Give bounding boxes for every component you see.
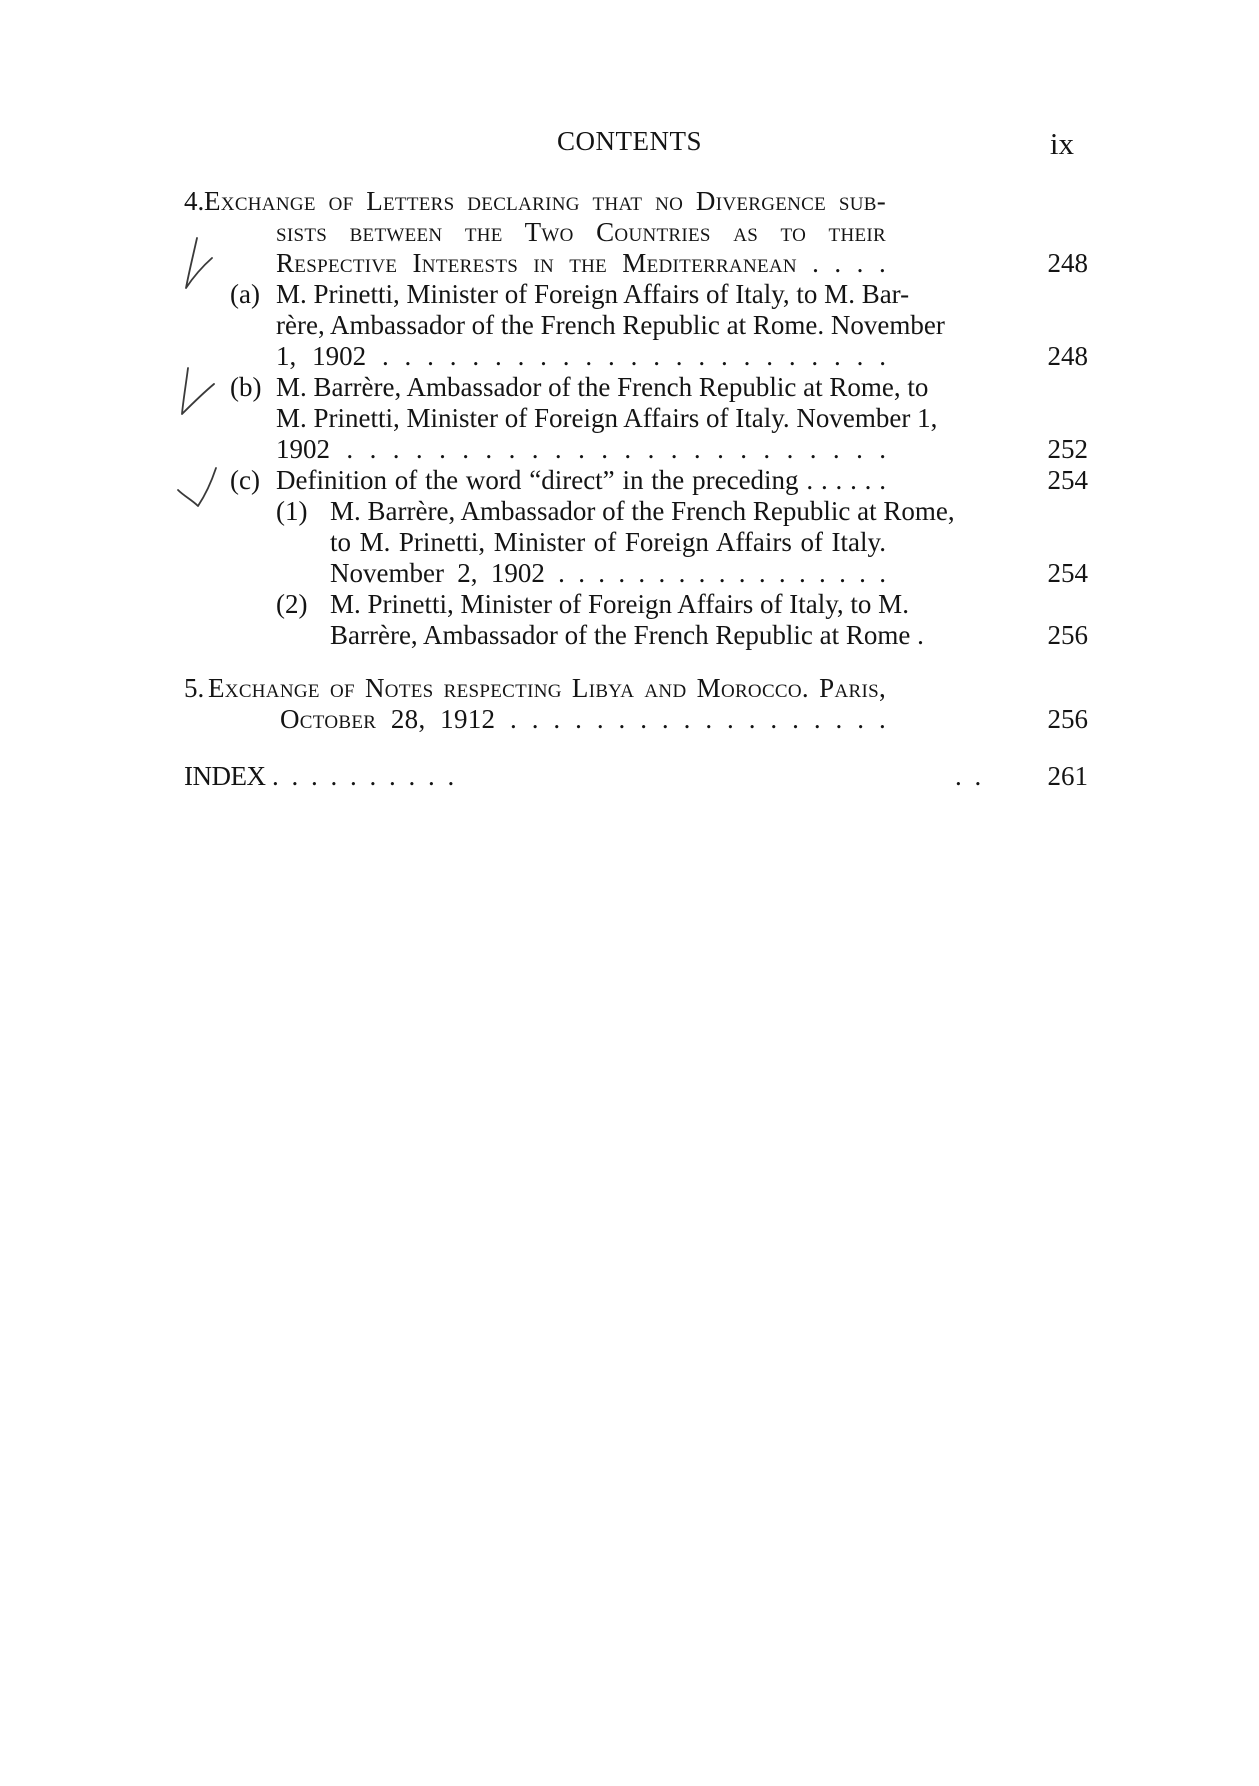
entry-title: Exchange of Notes respecting Libya and Morocco. Paris,	[208, 673, 886, 703]
index-dots-right: . .	[955, 761, 985, 791]
toc-sub-c2-line-1	[190, 589, 1088, 620]
toc-sub-c2-line-2	[190, 620, 1088, 651]
toc-entry-5-line-1	[184, 673, 1088, 704]
running-title: CONTENTS	[557, 126, 702, 156]
toc-entry-4-line-2	[190, 217, 1088, 248]
toc-sub-c1-line-1	[190, 496, 1088, 527]
entry-title-cont: Respective Interests in the Mediterranean . . . .	[276, 248, 886, 278]
sub-sub-marker: (2)	[276, 589, 308, 619]
entry-page: 256	[1047, 620, 1088, 650]
sub-title-cont: rère, Ambassador of the French Republic at Rome. November	[276, 310, 945, 340]
sub-title-cont: 1902 . . . . . . . . . . . . . . . . . . . . . . . .	[276, 434, 886, 464]
entry-title: Exchange of Letters declaring that no Divergence sub-	[204, 186, 886, 216]
toc-sub-a-line-1	[190, 279, 1088, 310]
page-header	[0, 126, 1259, 166]
spacer	[190, 651, 1088, 673]
toc-sub-b-line-2	[190, 403, 1088, 434]
entry-page: 248	[1047, 248, 1088, 278]
toc-sub-c1-line-2	[190, 527, 1088, 558]
sub-sub-title: M. Prinetti, Minister of Foreign Affairs of Italy, to M.	[330, 589, 909, 619]
toc-entry-5-line-2	[190, 704, 1088, 735]
entry-page: 254	[1047, 558, 1088, 588]
sub-sub-title-cont: Barrère, Ambassador of the French Republic at Rome .	[330, 620, 924, 650]
toc-index-line	[184, 761, 1088, 792]
entry-title-cont: October 28, 1912 . . . . . . . . . . . . . . . . . .	[280, 704, 886, 734]
entry-page: 261	[1047, 761, 1088, 791]
sub-title-cont: M. Prinetti, Minister of Foreign Affairs of Italy. November 1,	[276, 403, 938, 433]
page-number: ix	[1049, 126, 1074, 161]
toc-entry-4-line-1	[184, 186, 1088, 217]
entry-title-cont: sists between the Two Countries as to their	[276, 217, 886, 247]
index-dots-left: . . . . . . . . . .	[272, 761, 458, 791]
sub-marker: (b)	[230, 372, 262, 402]
toc-sub-a-line-3	[190, 341, 1088, 372]
entry-page: 254	[1047, 465, 1088, 495]
sub-sub-marker: (1)	[276, 496, 308, 526]
table-of-contents	[184, 186, 1088, 792]
entry-page: 252	[1047, 434, 1088, 464]
toc-sub-c-line-1	[190, 465, 1088, 496]
sub-marker: (a)	[230, 279, 260, 309]
sub-sub-title-cont: to M. Prinetti, Minister of Foreign Affairs of Italy.	[330, 527, 886, 557]
sub-title: Definition of the word “direct” in the preceding . . . . . .	[276, 465, 886, 495]
entry-page: 248	[1047, 341, 1088, 371]
spacer	[190, 735, 1088, 761]
entry-number: 5.	[184, 673, 205, 703]
entry-number: 4.	[184, 186, 205, 216]
entry-page: 256	[1047, 704, 1088, 734]
toc-sub-b-line-1	[190, 372, 1088, 403]
sub-title-cont: 1, 1902 . . . . . . . . . . . . . . . . . . . . . . .	[276, 341, 886, 371]
sub-title: M. Barrère, Ambassador of the French Republic at Rome, to	[276, 372, 929, 402]
toc-sub-b-line-3	[190, 434, 1088, 465]
sub-sub-title-cont: November 2, 1902 . . . . . . . . . . . . . . . . .	[330, 558, 886, 588]
sub-title: M. Prinetti, Minister of Foreign Affairs of Italy, to M. Bar-	[276, 279, 910, 309]
sub-sub-title: M. Barrère, Ambassador of the French Republic at Rome,	[330, 496, 955, 526]
index-label: INDEX	[184, 761, 266, 791]
toc-sub-a-line-2	[190, 310, 1088, 341]
sub-marker: (c)	[230, 465, 260, 495]
toc-sub-c1-line-3	[190, 558, 1088, 589]
toc-entry-4-line-3	[190, 248, 1088, 279]
